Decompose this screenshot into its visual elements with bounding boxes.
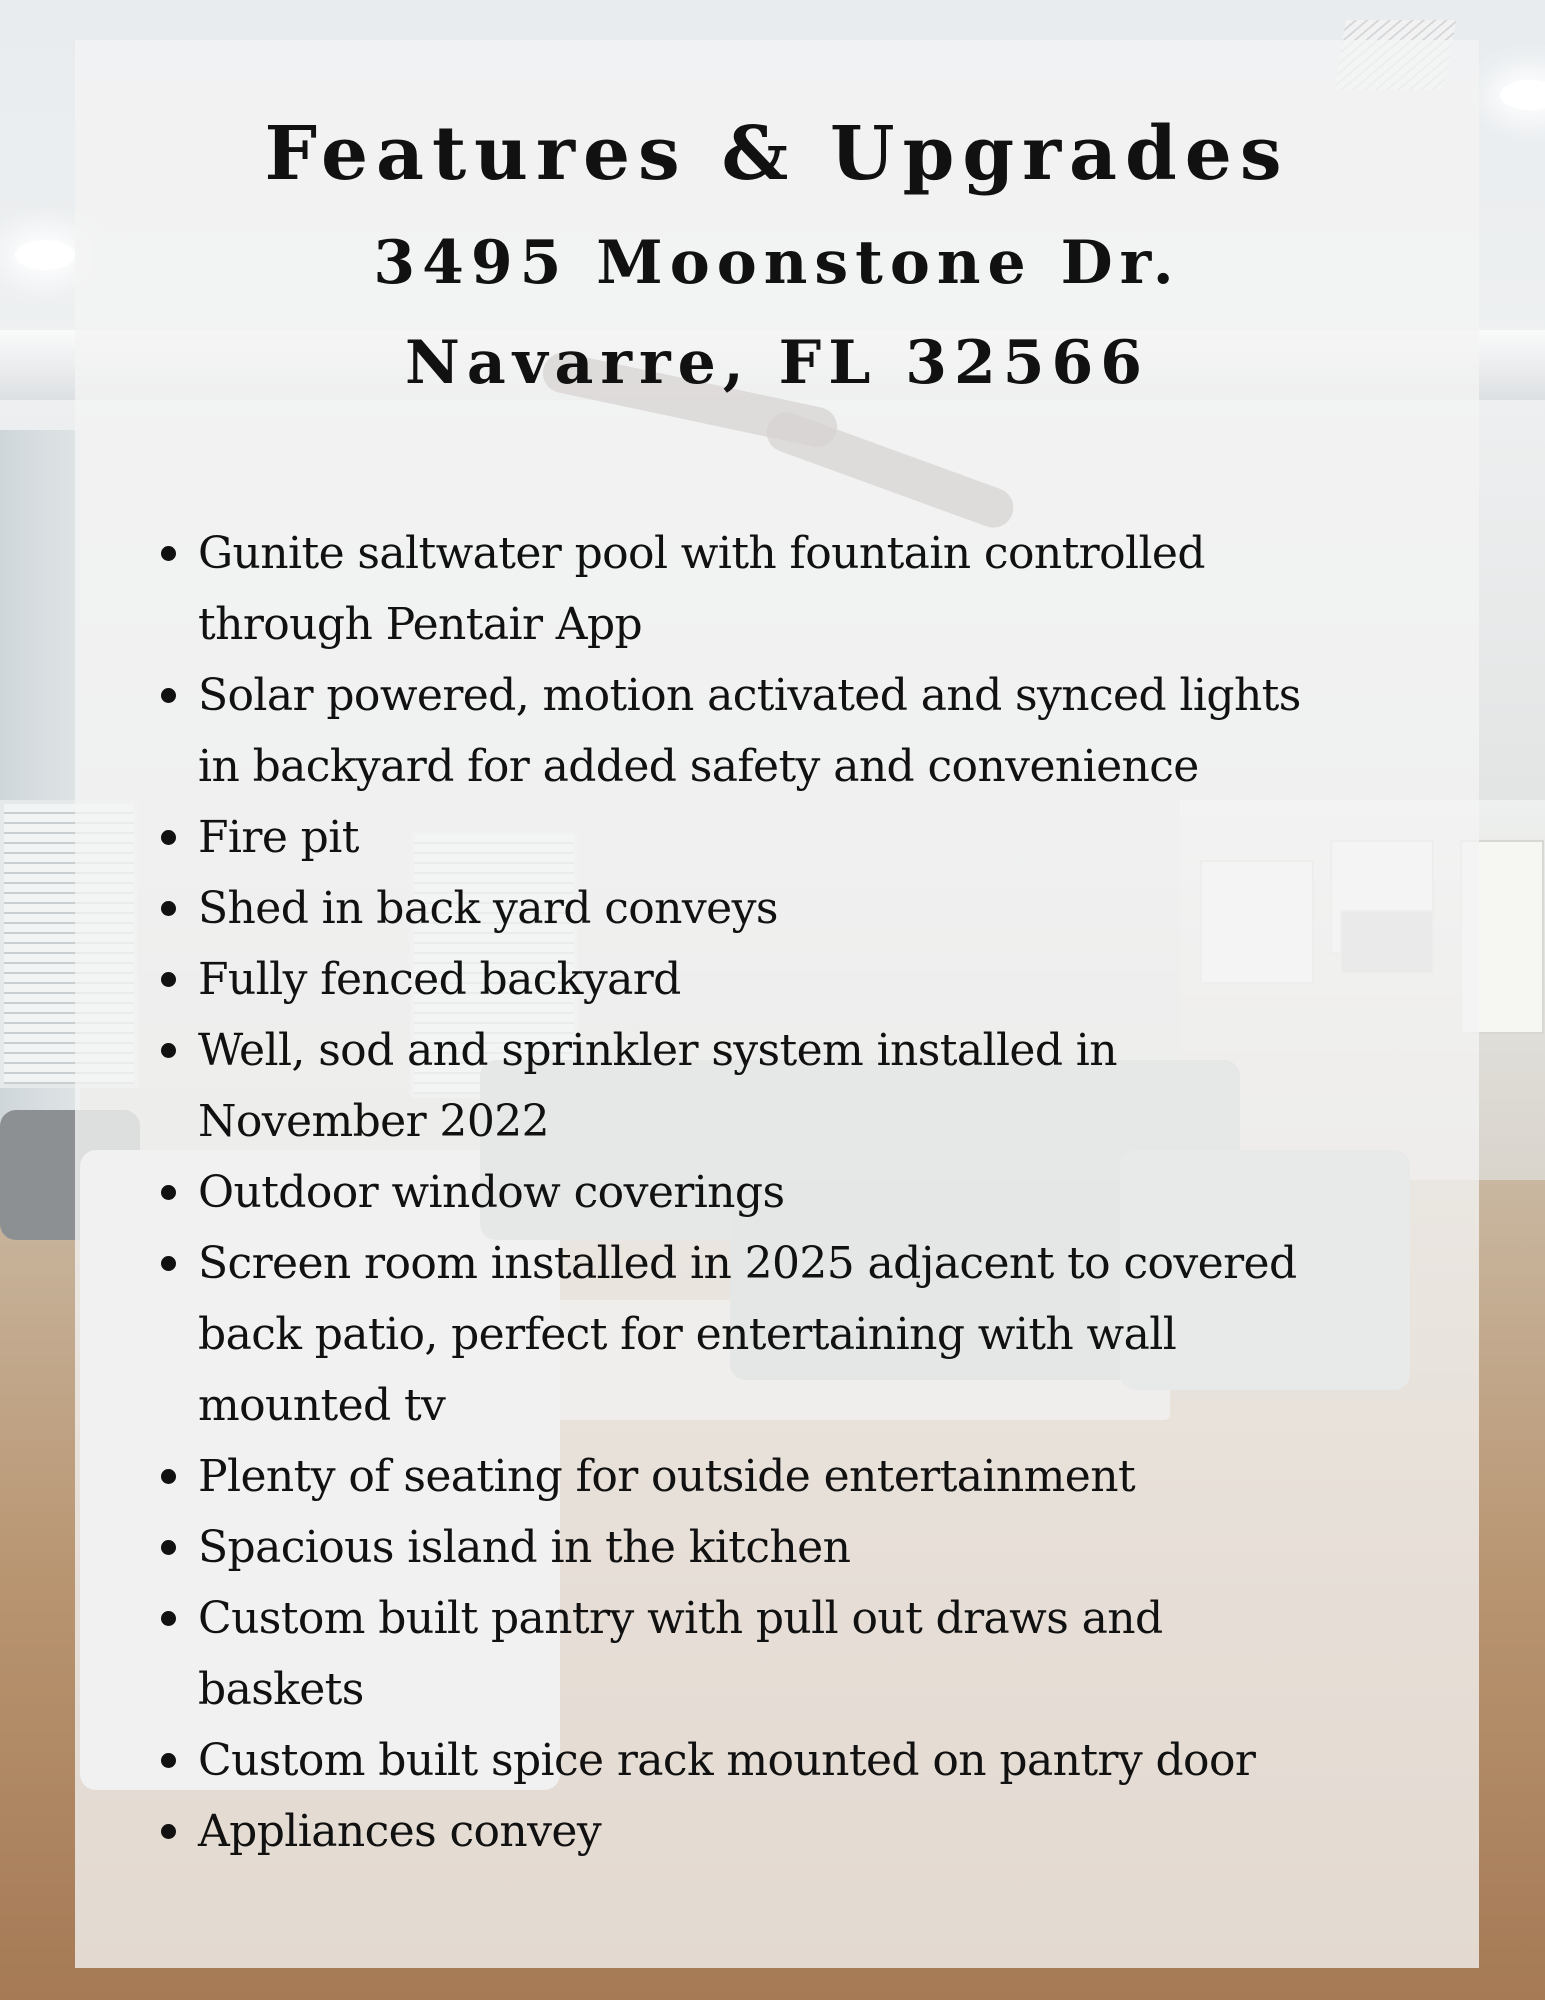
feature-item — [155, 802, 1455, 873]
feature-item — [155, 1228, 1455, 1441]
bullet-icon — [161, 972, 176, 987]
feature-text-line: mounted tv — [198, 1380, 446, 1431]
bullet-icon — [161, 901, 176, 916]
feature-text-line: through Pentair App — [198, 599, 643, 650]
bullet-icon — [161, 1469, 176, 1484]
feature-text-line: Fire pit — [198, 812, 359, 863]
feature-text-line: Gunite saltwater pool with fountain controlled — [198, 528, 1205, 579]
feature-item — [155, 1157, 1455, 1228]
feature-item — [155, 1725, 1455, 1796]
feature-item — [155, 518, 1455, 660]
feature-text-line: November 2022 — [198, 1096, 550, 1147]
page-title: Features & Upgrades — [264, 111, 1290, 197]
features-list — [155, 518, 1455, 1867]
bullet-icon — [161, 688, 176, 703]
feature-text-line: Screen room installed in 2025 adjacent to covered — [198, 1238, 1297, 1289]
feature-text-line: Spacious island in the kitchen — [198, 1522, 851, 1573]
feature-text-line: Plenty of seating for outside entertainment — [198, 1451, 1136, 1502]
feature-text-line: back patio, perfect for entertaining with wall — [198, 1309, 1177, 1360]
ceiling-light — [1500, 80, 1545, 110]
feature-text-line: baskets — [198, 1664, 364, 1715]
bullet-icon — [161, 1043, 176, 1058]
feature-item — [155, 660, 1455, 802]
bullet-icon — [161, 830, 176, 845]
bullet-icon — [161, 546, 176, 561]
feature-text-line: Well, sod and sprinkler system installed in — [198, 1025, 1118, 1076]
address-line-1: 3495 Moonstone Dr. — [373, 228, 1181, 298]
bullet-icon — [161, 1540, 176, 1555]
bullet-icon — [161, 1824, 176, 1839]
feature-text-line: Outdoor window coverings — [198, 1167, 785, 1218]
bullet-icon — [161, 1185, 176, 1200]
feature-text-line: in backyard for added safety and convenience — [198, 741, 1199, 792]
bullet-icon — [161, 1611, 176, 1626]
feature-item — [155, 1796, 1455, 1867]
features-panel — [75, 40, 1479, 1968]
bullet-icon — [161, 1256, 176, 1271]
feature-text-line: Shed in back yard conveys — [198, 883, 778, 934]
feature-text-line: Fully fenced backyard — [198, 954, 681, 1005]
feature-item — [155, 1441, 1455, 1512]
address-line-2: Navarre, FL 32566 — [404, 328, 1150, 398]
feature-item — [155, 873, 1455, 944]
feature-item — [155, 1015, 1455, 1157]
feature-text-line: Solar powered, motion activated and synced lights — [198, 670, 1301, 721]
feature-text-line: Custom built spice rack mounted on pantry door — [198, 1735, 1256, 1786]
bullet-icon — [161, 1753, 176, 1768]
ceiling-light — [15, 240, 75, 270]
feature-text-line: Appliances convey — [198, 1806, 602, 1857]
feature-item — [155, 1512, 1455, 1583]
feature-item — [155, 1583, 1455, 1725]
feature-text-line: Custom built pantry with pull out draws and — [198, 1593, 1163, 1644]
feature-item — [155, 944, 1455, 1015]
